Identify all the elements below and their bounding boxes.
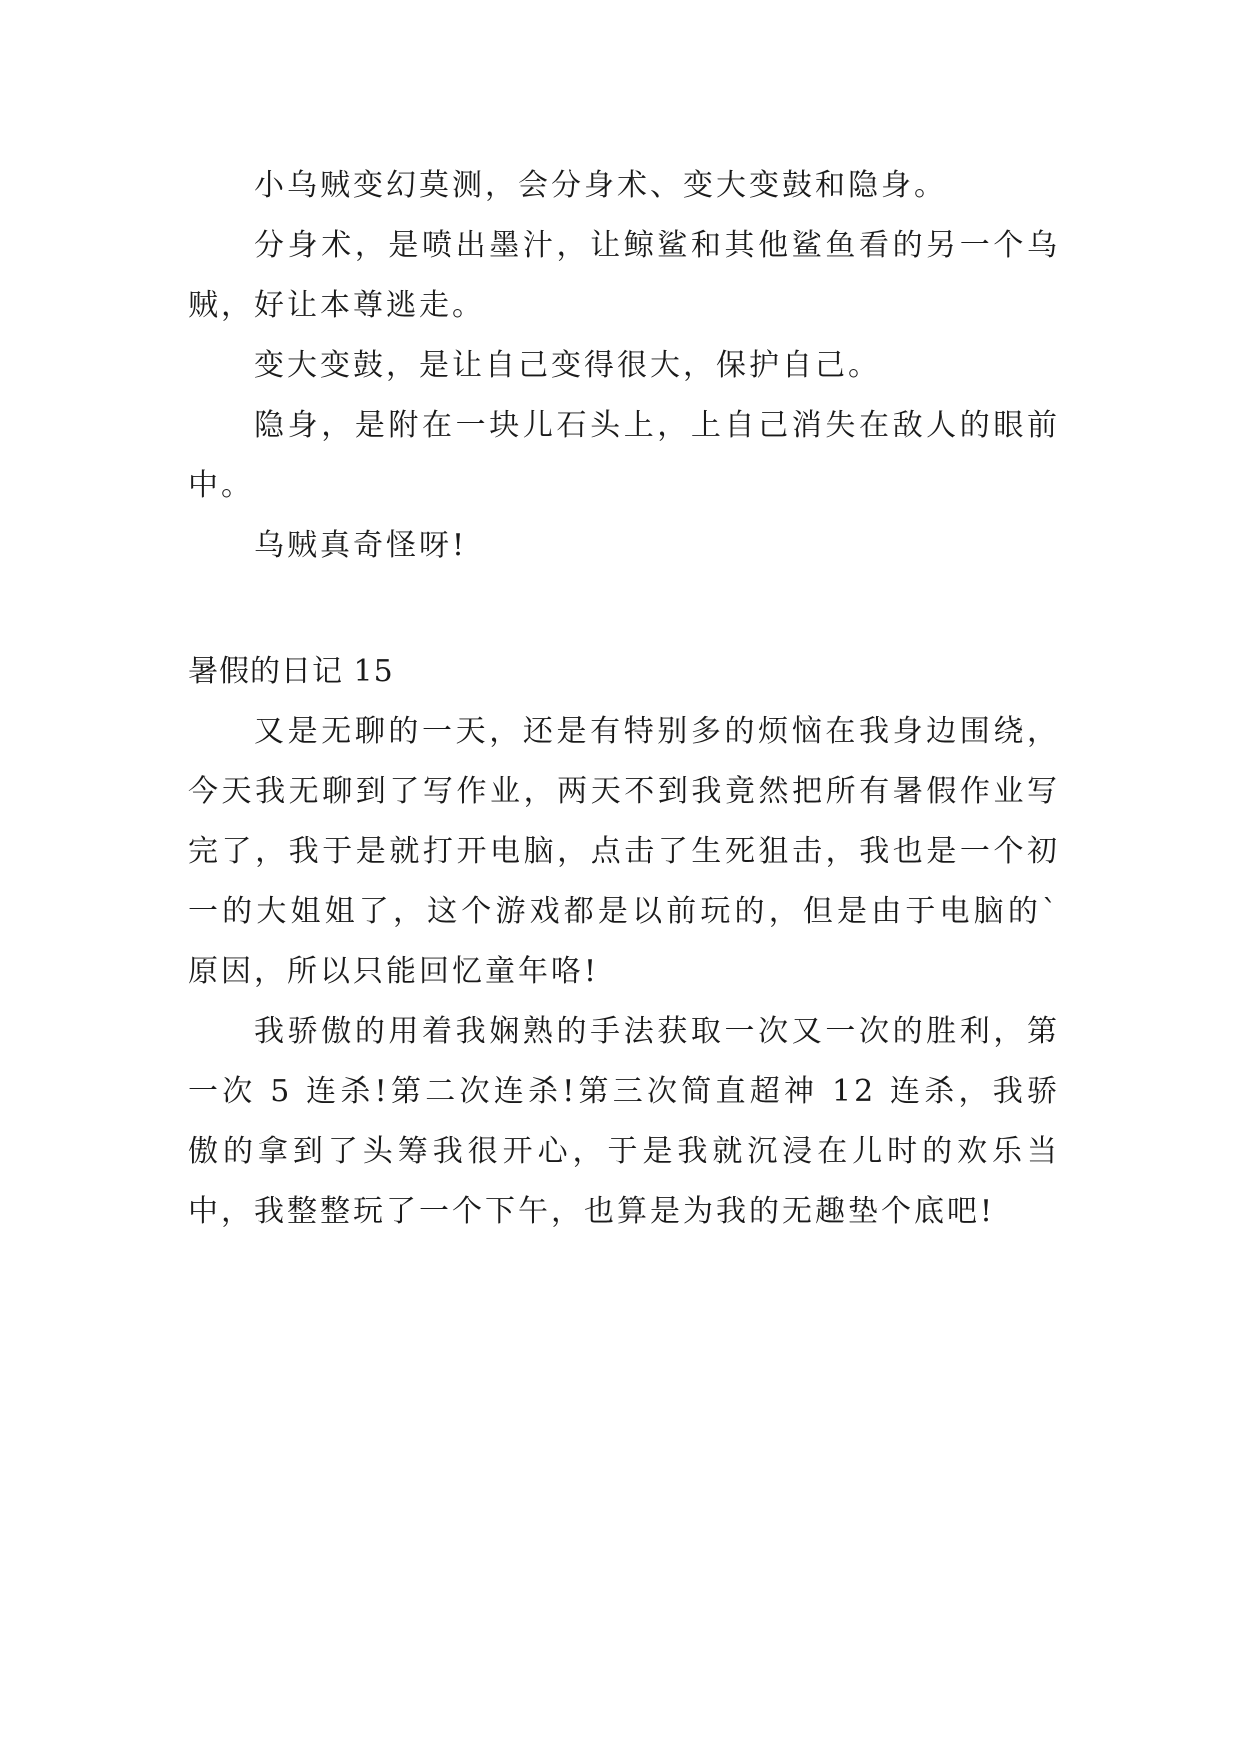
paragraph: 小乌贼变幻莫测，会分身术、变大变鼓和隐身。	[254, 168, 947, 203]
paragraph: 我骄傲的用着我娴熟的手法获取一次又一次的胜利，第一次 5 连杀!第二次连杀!第三次简直超神 12 连杀，我骄傲的拿到了头筹我很开心，于是我就沉浸在儿时的欢乐当中，我整整玩了一个下午，也算是为我的无趣垫个底吧!	[188, 1014, 1060, 1229]
paragraph: 又是无聊的一天，还是有特别多的烦恼在我身边围绕，今天我无聊到了写作业，两天不到我竟然把所有暑假作业写完了，我于是就打开电脑，点击了生死狙击，我也是一个初一的大姐姐了，这个游戏都是以前玩的，但是由于电脑的`原因，所以只能回忆童年咯!	[188, 714, 1060, 989]
paragraph: 隐身，是附在一块儿石头上，上自己消失在敌人的眼前中。	[188, 408, 1060, 503]
document-body	[188, 156, 1060, 1242]
paragraph: 变大变鼓，是让自己变得很大，保护自己。	[254, 348, 881, 383]
section-title: 暑假的日记 15	[188, 654, 394, 689]
paragraph: 乌贼真奇怪呀!	[254, 528, 468, 563]
paragraph: 分身术，是喷出墨汁，让鲸鲨和其他鲨鱼看的另一个乌贼，好让本尊逃走。	[188, 228, 1060, 323]
